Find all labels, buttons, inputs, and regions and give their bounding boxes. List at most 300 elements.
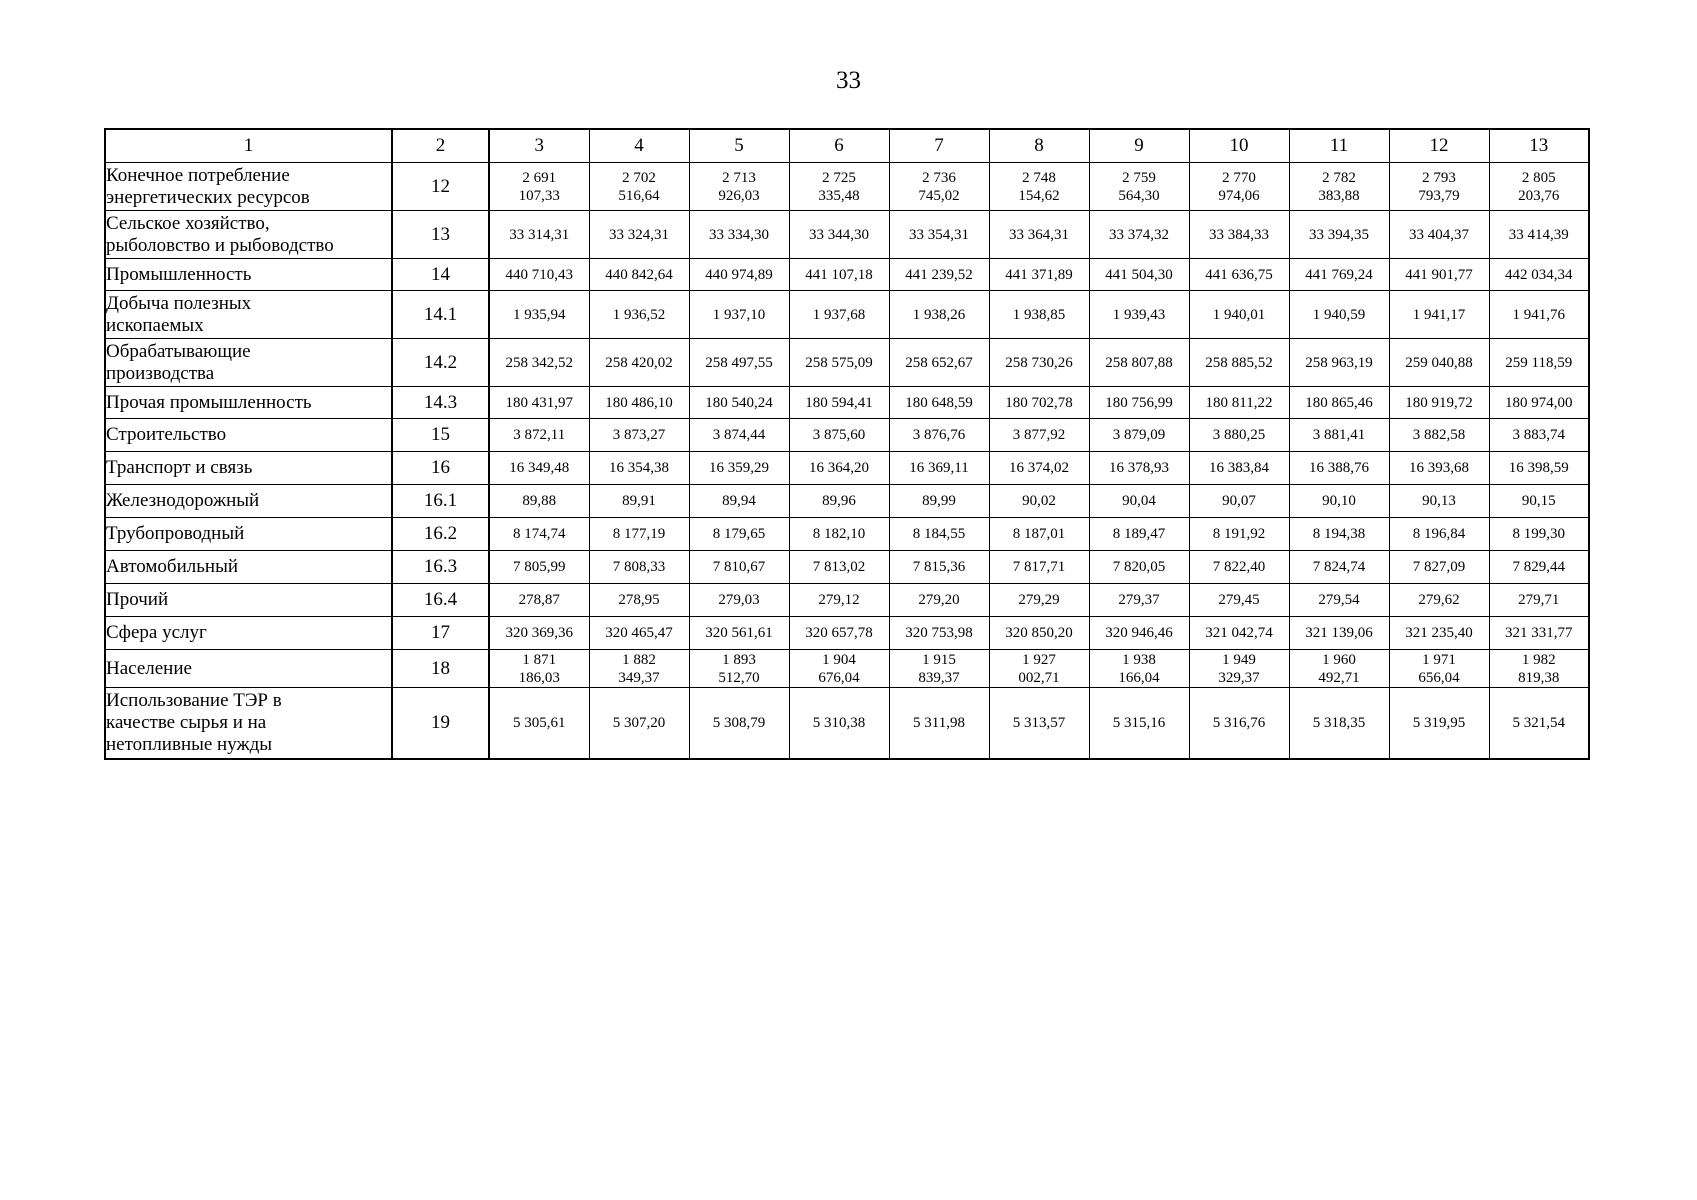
value-line: 90,13	[1422, 493, 1456, 509]
column-number-header: 9	[1089, 129, 1189, 163]
value-cell	[1189, 688, 1289, 759]
column-number-header: 12	[1389, 129, 1489, 163]
value-cell	[489, 211, 589, 259]
row-name-cell	[105, 339, 392, 387]
value-cell	[1089, 291, 1189, 339]
value-line: 33 344,30	[809, 226, 869, 243]
value-line: 16 388,76	[1309, 460, 1369, 476]
value-cell	[489, 688, 589, 759]
value-line: 321 235,40	[1405, 625, 1473, 641]
value-line: 5 319,95	[1412, 714, 1466, 731]
value-cell	[1289, 452, 1389, 485]
value-cell	[1189, 617, 1289, 650]
column-number-header: 5	[689, 129, 789, 163]
row-name-line: Сельское хозяйство,	[106, 212, 270, 234]
value-line: 5 308,79	[712, 714, 766, 731]
row-name-line: Автомобильный	[106, 556, 239, 577]
value-cell	[789, 584, 889, 617]
row-name-cell	[105, 259, 392, 291]
table-row	[105, 163, 1589, 211]
value-line: 7 815,36	[912, 559, 966, 575]
value-cell	[889, 617, 989, 650]
value-line: 33 364,31	[1009, 226, 1069, 243]
value-cell	[589, 617, 689, 650]
value-cell	[689, 163, 789, 211]
value-cell	[589, 584, 689, 617]
value-line: 180 974,00	[1505, 394, 1573, 411]
value-cell	[589, 551, 689, 584]
value-line: 440 710,43	[505, 266, 573, 283]
value-cell	[589, 452, 689, 485]
value-cell	[789, 211, 889, 259]
value-cell	[889, 688, 989, 759]
row-name-line: Конечное потребление	[106, 164, 290, 186]
value-line: 1 871	[522, 651, 557, 668]
value-line: 258 652,67	[905, 354, 973, 371]
value-cell	[589, 291, 689, 339]
value-line: 321 042,74	[1205, 625, 1273, 641]
value-line: 33 414,39	[1508, 226, 1569, 243]
value-line: 258 497,55	[705, 354, 773, 371]
value-line: 320 753,98	[905, 625, 973, 641]
value-cell	[1189, 387, 1289, 419]
value-line: 279,20	[918, 592, 960, 608]
value-line: 1 940,59	[1312, 306, 1366, 323]
value-cell	[1089, 452, 1189, 485]
value-cell	[889, 211, 989, 259]
value-line: 320 369,36	[505, 625, 573, 641]
value-line: 8 179,65	[712, 526, 766, 542]
value-cell	[589, 650, 689, 688]
value-line: 7 813,02	[812, 559, 866, 575]
value-cell	[689, 291, 789, 339]
value-line: 7 808,33	[612, 559, 666, 575]
value-line: 279,29	[1018, 592, 1060, 608]
value-cell	[1089, 259, 1189, 291]
value-line: 7 805,99	[513, 559, 566, 575]
row-name-line: Добыча полезных	[106, 292, 252, 314]
row-name-cell	[105, 211, 392, 259]
table-row	[105, 485, 1589, 518]
value-line: 676,04	[818, 669, 860, 686]
value-line: 180 486,10	[605, 394, 673, 411]
row-code-cell: 15	[392, 419, 489, 452]
value-line: 90,10	[1322, 493, 1356, 509]
value-line: 5 310,38	[812, 714, 866, 731]
value-line: 656,04	[1418, 669, 1460, 686]
value-line: 1 915	[922, 651, 956, 668]
row-name-line: Сфера услуг	[106, 622, 207, 643]
value-line: 3 883,74	[1512, 427, 1565, 443]
value-line: 492,71	[1318, 669, 1360, 686]
value-cell	[789, 339, 889, 387]
value-cell	[789, 259, 889, 291]
value-line: 839,37	[918, 669, 960, 686]
value-cell	[589, 518, 689, 551]
column-number-header: 1	[105, 129, 392, 163]
value-line: 516,64	[618, 187, 660, 204]
value-cell	[1389, 518, 1489, 551]
row-code-cell: 14	[392, 259, 489, 291]
value-line: 7 827,09	[1412, 559, 1466, 575]
row-code-cell: 16.1	[392, 485, 489, 518]
value-line: 203,76	[1518, 187, 1560, 204]
value-cell	[1089, 584, 1189, 617]
row-name-cell	[105, 419, 392, 452]
value-line: 2 736	[922, 169, 956, 186]
value-line: 441 107,18	[805, 266, 873, 283]
value-line: 7 822,40	[1212, 559, 1266, 575]
value-line: 441 371,89	[1005, 266, 1073, 283]
value-cell	[689, 551, 789, 584]
value-line: 89,96	[822, 493, 856, 509]
value-line: 442 034,34	[1505, 266, 1573, 283]
value-cell	[889, 551, 989, 584]
value-line: 320 657,78	[805, 625, 873, 641]
column-number-header: 8	[989, 129, 1089, 163]
value-line: 16 349,48	[509, 460, 570, 476]
column-number-header: 11	[1289, 129, 1389, 163]
value-cell	[1189, 419, 1289, 452]
value-cell	[489, 584, 589, 617]
value-line: 1 982	[1521, 651, 1556, 668]
row-name-line: качестве сырья и на	[106, 711, 267, 733]
value-line: 2 702	[622, 169, 656, 186]
value-line: 154,62	[1018, 187, 1060, 204]
value-cell	[489, 259, 589, 291]
row-code-cell: 16.3	[392, 551, 489, 584]
value-line: 7 817,71	[1012, 559, 1066, 575]
value-cell	[589, 259, 689, 291]
value-cell	[989, 387, 1089, 419]
value-cell	[689, 452, 789, 485]
value-line: 8 199,30	[1512, 526, 1565, 542]
row-name-line: Обрабатывающие	[106, 340, 251, 362]
row-name-cell	[105, 688, 392, 759]
value-cell	[1489, 617, 1589, 650]
value-line: 180 811,22	[1205, 394, 1273, 411]
row-name-line: Промышленность	[106, 263, 252, 285]
row-name-line: Прочий	[106, 589, 169, 610]
value-cell	[989, 584, 1089, 617]
value-line: 186,03	[518, 669, 560, 686]
value-line: 89,91	[622, 493, 656, 509]
value-line: 180 702,78	[1005, 394, 1073, 411]
value-cell	[1489, 485, 1589, 518]
value-line: 5 318,35	[1312, 714, 1366, 731]
value-cell	[1189, 650, 1289, 688]
row-name-line: Прочая промышленность	[106, 391, 312, 413]
page-number: 33	[836, 67, 861, 94]
value-line: 1 937,68	[812, 306, 866, 323]
value-cell	[489, 518, 589, 551]
value-line: 2 691	[522, 169, 557, 186]
row-code-cell: 18	[392, 650, 489, 688]
value-cell	[689, 485, 789, 518]
table-row	[105, 650, 1589, 688]
value-cell	[589, 387, 689, 419]
value-cell	[1289, 259, 1389, 291]
value-line: 90,07	[1222, 493, 1256, 509]
value-cell	[789, 485, 889, 518]
value-line: 33 394,35	[1309, 226, 1369, 243]
value-cell	[1489, 584, 1589, 617]
value-cell	[889, 387, 989, 419]
row-name-line: Трубопроводный	[106, 523, 245, 544]
value-line: 258 807,88	[1105, 354, 1173, 371]
table-row	[105, 387, 1589, 419]
value-cell	[989, 163, 1089, 211]
value-line: 5 305,61	[513, 714, 566, 731]
value-cell	[689, 339, 789, 387]
row-name-line: Использование ТЭР в	[106, 689, 282, 711]
value-line: 7 820,05	[1112, 559, 1166, 575]
value-cell	[1489, 387, 1589, 419]
column-number-header: 7	[889, 129, 989, 163]
value-line: 1 927	[1022, 651, 1056, 668]
value-line: 278,87	[518, 592, 560, 608]
value-cell	[489, 551, 589, 584]
value-line: 1 938,85	[1012, 306, 1066, 323]
value-cell	[1489, 688, 1589, 759]
value-line: 8 174,74	[513, 526, 566, 542]
value-cell	[689, 617, 789, 650]
value-cell	[1189, 259, 1289, 291]
value-line: 33 324,31	[609, 226, 669, 243]
value-cell	[589, 163, 689, 211]
value-line: 33 354,31	[909, 226, 969, 243]
row-name-cell	[105, 617, 392, 650]
value-cell	[1289, 518, 1389, 551]
value-line: 5 313,57	[1012, 714, 1066, 731]
value-cell	[889, 650, 989, 688]
value-line: 107,33	[518, 187, 560, 204]
value-line: 279,45	[1218, 592, 1260, 608]
value-cell	[489, 387, 589, 419]
value-line: 3 879,09	[1112, 427, 1166, 443]
row-name-cell	[105, 650, 392, 688]
value-line: 1 960	[1322, 651, 1356, 668]
value-cell	[789, 163, 889, 211]
value-line: 89,99	[922, 493, 956, 509]
value-cell	[589, 688, 689, 759]
value-line: 16 359,29	[709, 460, 769, 476]
value-line: 278,95	[618, 592, 660, 608]
value-cell	[989, 518, 1089, 551]
value-cell	[689, 387, 789, 419]
value-cell	[989, 650, 1089, 688]
value-cell	[1489, 339, 1589, 387]
value-cell	[989, 211, 1089, 259]
value-cell	[1389, 211, 1489, 259]
value-cell	[1389, 259, 1489, 291]
value-line: 440 974,89	[705, 266, 773, 283]
value-cell	[489, 650, 589, 688]
value-line: 1 941,76	[1512, 306, 1565, 323]
value-line: 258 342,52	[505, 354, 573, 371]
row-code-cell: 17	[392, 617, 489, 650]
value-line: 33 314,31	[509, 226, 570, 243]
value-line: 321 139,06	[1305, 625, 1373, 641]
value-line: 180 540,24	[705, 394, 773, 411]
energy-consumption-table	[104, 128, 1590, 760]
value-line: 279,62	[1418, 592, 1460, 608]
value-cell	[1289, 650, 1389, 688]
value-line: 89,88	[522, 493, 557, 509]
value-cell	[889, 485, 989, 518]
value-cell	[1289, 339, 1389, 387]
row-name-cell	[105, 163, 392, 211]
value-line: 3 876,76	[912, 427, 966, 443]
table-row	[105, 259, 1589, 291]
value-cell	[1489, 259, 1589, 291]
value-line: 1 971	[1422, 651, 1456, 668]
value-cell	[1189, 211, 1289, 259]
value-line: 258 885,52	[1205, 354, 1273, 371]
row-name-cell	[105, 452, 392, 485]
column-number-header: 13	[1489, 129, 1589, 163]
value-line: 440 842,64	[605, 266, 673, 283]
value-line: 441 901,77	[1405, 266, 1473, 283]
value-cell	[889, 259, 989, 291]
column-number-header: 6	[789, 129, 889, 163]
value-cell	[889, 419, 989, 452]
value-cell	[889, 339, 989, 387]
value-line: 3 882,58	[1412, 427, 1466, 443]
value-cell	[789, 518, 889, 551]
value-line: 329,37	[1218, 669, 1260, 686]
value-cell	[1089, 518, 1189, 551]
value-line: 3 881,41	[1312, 427, 1366, 443]
value-line: 258 420,02	[605, 354, 673, 371]
value-cell	[1489, 211, 1589, 259]
value-cell	[789, 650, 889, 688]
value-cell	[1389, 551, 1489, 584]
value-line: 002,71	[1018, 669, 1060, 686]
value-line: 90,15	[1521, 493, 1556, 509]
value-cell	[1289, 584, 1389, 617]
value-cell	[1289, 485, 1389, 518]
value-line: 7 824,74	[1312, 559, 1366, 575]
value-line: 441 636,75	[1205, 266, 1273, 283]
row-code-cell: 14.2	[392, 339, 489, 387]
table-row	[105, 551, 1589, 584]
value-cell	[789, 291, 889, 339]
value-line: 349,37	[618, 669, 660, 686]
value-cell	[1189, 551, 1289, 584]
value-cell	[889, 452, 989, 485]
value-cell	[889, 291, 989, 339]
value-cell	[689, 650, 789, 688]
value-line: 180 919,72	[1405, 394, 1473, 411]
value-cell	[1389, 387, 1489, 419]
value-line: 16 383,84	[1209, 460, 1269, 476]
value-line: 90,04	[1122, 493, 1156, 509]
value-cell	[689, 259, 789, 291]
value-cell	[489, 617, 589, 650]
table-row	[105, 291, 1589, 339]
value-cell	[589, 211, 689, 259]
value-line: 8 189,47	[1112, 526, 1166, 542]
value-cell	[889, 163, 989, 211]
value-cell	[589, 339, 689, 387]
value-line: 1 939,43	[1112, 306, 1166, 323]
row-name-line: Строительство	[106, 424, 227, 445]
value-line: 258 730,26	[1005, 354, 1073, 371]
value-cell	[1289, 211, 1389, 259]
value-line: 16 378,93	[1109, 460, 1169, 476]
value-line: 8 177,19	[612, 526, 666, 542]
value-cell	[489, 291, 589, 339]
row-name-cell	[105, 387, 392, 419]
table-row	[105, 452, 1589, 485]
value-line: 441 504,30	[1105, 266, 1173, 283]
value-line: 512,70	[718, 669, 760, 686]
value-cell	[789, 551, 889, 584]
value-cell	[1089, 650, 1189, 688]
value-cell	[1489, 452, 1589, 485]
value-line: 8 182,10	[812, 526, 866, 542]
value-line: 819,38	[1518, 669, 1560, 686]
value-line: 321 331,77	[1505, 625, 1573, 641]
value-cell	[689, 584, 789, 617]
value-cell	[1089, 551, 1189, 584]
value-line: 3 872,11	[513, 427, 566, 443]
value-line: 974,06	[1218, 187, 1260, 204]
value-line: 1 941,17	[1412, 306, 1466, 323]
value-cell	[789, 452, 889, 485]
value-line: 2 759	[1122, 169, 1156, 186]
value-cell	[689, 688, 789, 759]
value-line: 320 850,20	[1005, 625, 1073, 641]
value-line: 33 374,32	[1109, 226, 1169, 243]
value-line: 3 880,25	[1212, 427, 1266, 443]
value-line: 8 187,01	[1012, 526, 1066, 542]
value-cell	[889, 518, 989, 551]
value-cell	[1389, 419, 1489, 452]
value-line: 259 118,59	[1505, 354, 1573, 371]
row-name-cell	[105, 518, 392, 551]
value-cell	[789, 688, 889, 759]
table-row	[105, 688, 1589, 759]
value-cell	[989, 419, 1089, 452]
row-name-cell	[105, 551, 392, 584]
row-name-line: Транспорт и связь	[106, 457, 253, 478]
value-line: 745,02	[918, 187, 960, 204]
value-line: 258 575,09	[805, 354, 873, 371]
value-cell	[1089, 419, 1189, 452]
value-cell	[1489, 163, 1589, 211]
value-line: 16 398,59	[1508, 460, 1569, 476]
value-cell	[989, 617, 1089, 650]
value-cell	[1189, 584, 1289, 617]
value-line: 5 316,76	[1212, 714, 1266, 731]
value-line: 1 904	[822, 651, 856, 668]
row-code-cell: 12	[392, 163, 489, 211]
value-line: 180 648,59	[905, 394, 973, 411]
value-line: 16 374,02	[1009, 460, 1069, 476]
value-line: 8 184,55	[912, 526, 966, 542]
value-line: 258 963,19	[1305, 354, 1373, 371]
value-line: 16 369,11	[909, 460, 969, 476]
value-line: 2 805	[1521, 169, 1556, 186]
value-line: 90,02	[1022, 493, 1056, 509]
value-line: 279,37	[1118, 592, 1160, 608]
value-line: 16 393,68	[1409, 460, 1469, 476]
value-line: 441 769,24	[1305, 266, 1373, 283]
value-line: 180 594,41	[805, 394, 873, 411]
column-number-header: 2	[392, 129, 489, 163]
